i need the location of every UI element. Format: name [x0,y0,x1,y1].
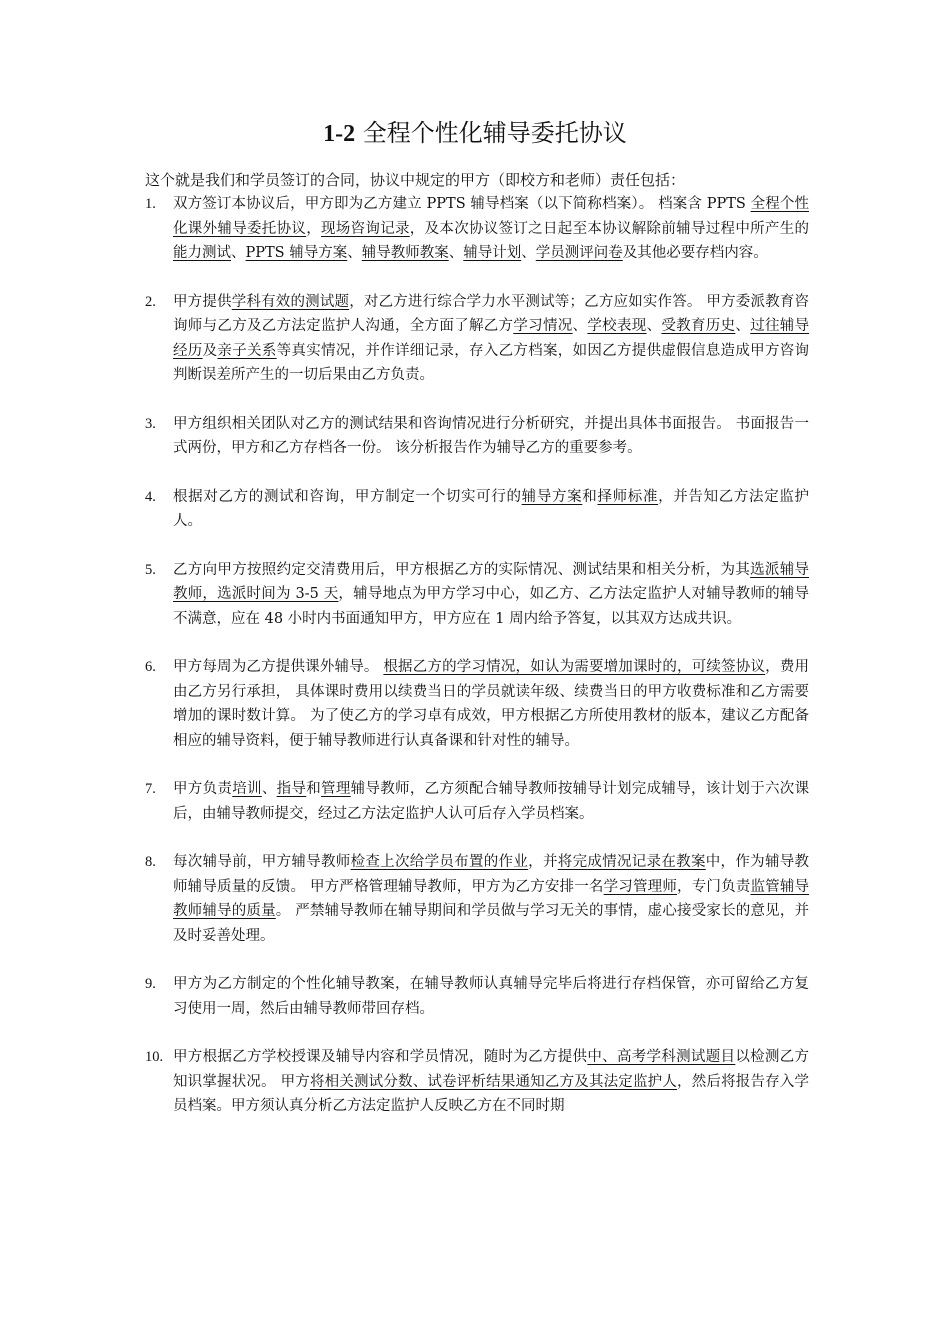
clause-text: 根据对乙方的测试和咨询，甲方制定一个切实可行的 [173,488,522,505]
clause-text: ，辅导地点为甲方学习中心，如乙方、乙方法定监护人对辅导教师的辅导不满意，应在 48 小时内书面通知甲方，甲方应在 1 周内给予答复，以其双方达成共识。 [173,586,809,627]
clause-item [145,558,809,632]
underlined-term: 全程个性化课外辅导委托协议 [173,196,810,237]
underlined-term: 监管辅导教师辅导的质量 [173,878,810,919]
underlined-term: 亲子关系 [217,342,277,359]
clause-text: 及其他必要存档内容。 [622,245,768,261]
clause-text: 甲方组织相关团队对乙方的测试结果和咨询情况进行分析研究，并提出具体书面报告。 书面报告一式两份，甲方和乙方存档各一份。 该分析报告作为辅导乙方的重要参考。 [173,415,809,456]
underlined-term: 检查上次给学员布置的作业 [350,854,529,870]
clause-text: 、 [347,245,362,261]
clause-text: 和 [582,488,598,505]
clause-number: 7. [145,781,156,797]
clause-text: ，费用由乙方另行承担， 具体课时费用以续费当日的学员就读年级、续费当日的甲方收费标准和乙方需要增加的课时数计算。 为了使乙方的学习卓有成效，甲方根据乙方所使用教材的版本，建议乙方配备相应的辅导资料，便于辅导教师进行认真备课和针对性的辅导。 [173,659,810,749]
underlined-term: 学校表现 [587,318,647,334]
clause-text: ，并 [528,854,558,870]
clause-text: ，及本次协议签订之日起至本协议解除前辅导过程中所产生的 [409,220,810,237]
clause-item [145,485,809,534]
clause-text: 、 [448,245,464,261]
clause-item [145,655,809,753]
underlined-term: 能力测试 [173,245,231,261]
clause-number: 2. [145,293,156,310]
clause-item [145,192,809,266]
underlined-term: 将完成情况记录在教案 [557,854,706,870]
clause-item [145,1045,809,1119]
clause-text: 每次辅导前，甲方辅导教师 [173,854,351,870]
underlined-term: 现场咨询记录 [321,220,410,237]
clause-text: 中，作为辅导教师辅导质量的反馈。 甲方严格管理辅导教师，甲方为乙方安排一名 [173,854,810,895]
underlined-term: 辅导方案 [521,488,583,505]
clause-text: 甲方提供 [173,293,232,310]
clause-item [145,290,809,388]
clause-text: 和 [306,781,322,797]
clause-item [145,972,809,1021]
clause-text: 、 [231,245,246,261]
underlined-term: 管理 [321,781,351,797]
clause-text: 、 [572,318,588,334]
clause-number: 3. [145,415,156,432]
clause-number: 9. [145,976,156,992]
clause-number: 5. [145,561,156,578]
clause-number: 1. [145,196,156,212]
underlined-term: 学习情况 [513,318,573,334]
clause-text: 及 [202,342,218,359]
underlined-term: 择师标准 [597,488,659,505]
clause-item [145,777,809,826]
clause-number: 6. [145,659,156,675]
clause-text: 、 [521,245,536,261]
clause-text: 、 [735,318,751,334]
clause-text: ，对乙方进行综合学力水平测试等；乙方应如实作答。 甲方委派教育咨询师与乙方及乙方法定监护人沟通，全方面了解乙方 [173,293,809,334]
underlined-term: 过往辅导经历 [173,318,810,359]
clause-text: 乙方向甲方按照约定交清费用后，甲方根据乙方的实际情况、测试结果和相关分析，为其 [173,561,751,578]
underlined-term: 学科有效的测试题 [231,293,350,310]
clause-text: ， [306,220,321,237]
clause-text: 。 严禁辅导教师在辅导期间和学员做与学习无关的事情，虚心接受家长的意见，并及时妥善处理。 [173,903,810,944]
clause-text: 甲方负责 [173,781,233,797]
clause-text: ，专门负责 [677,878,751,895]
intro-paragraph: 这个就是我们和学员签订的合同，协议中规定的甲方（即校方和老师）责任包括： [145,171,686,189]
underlined-term: 根据乙方的学习情况，如认为需要增加课时的，可续签协议 [383,659,766,675]
clause-number: 4. [145,488,156,505]
underlined-term: 将相关测试分数、试卷评析结果通知乙方及其法定监护人 [309,1073,678,1090]
clause-text: ，然后将报告存入学员档案。甲方须认真分析乙方法定监护人反映乙方在不同时期 [173,1073,810,1114]
clause-item [145,850,809,948]
title-number: 1-2 [323,121,356,147]
clause-text: 辅导教师，乙方须配合辅导教师按辅导计划完成辅导，该计划于六次课后，由辅导教师提交，经过乙方法定监护人认可后存入学员档案。 [173,781,810,822]
clause-list [145,192,809,1143]
clause-text: 甲方根据乙方学校授课及辅导内容和学员情况，随时为乙方提供 [173,1049,588,1065]
underlined-term: 学员测评问卷 [535,245,623,261]
underlined-term: PPTS 辅导方案 [245,245,348,261]
clause-text: 、 [646,318,662,334]
underlined-term: 选派辅导教师，选派时间为 3-5 天 [173,561,810,602]
document-title [0,116,950,151]
underlined-term: 培训 [232,781,262,797]
clause-text: 等真实情况，并作详细记录，存入乙方档案，如因乙方提供虚假信息造成甲方咨询判断误差所产生的一切后果由乙方负责。 [173,342,810,383]
underlined-term: 辅导教师教案 [361,245,449,261]
clause-text: 甲方为乙方制定的个性化辅导教案，在辅导教师认真辅导完毕后将进行存档保管，亦可留给乙方复习使用一周，然后由辅导教师带回存档。 [173,976,809,1017]
underlined-term: 受教育历史 [661,318,736,334]
underlined-term: 辅导计划 [463,245,522,261]
underlined-term: 学习管理师 [603,878,678,895]
clause-number: 8. [145,854,156,870]
clause-text: 双方签订本协议后，甲方即为乙方建立 PPTS 辅导档案（以下简称档案）。 档案含 PPTS [173,196,751,212]
underlined-term: 中、高考学科测试题目 [587,1049,736,1065]
clause-text: ，并告知乙方法定监护人。 [173,488,810,529]
clause-text: 以检测乙方知识掌握状况。 甲方 [173,1049,810,1090]
clause-item [145,412,809,461]
clause-text: 甲方每周为乙方提供课外辅导。 [173,659,384,675]
clause-text: 、 [261,781,277,797]
underlined-term: 指导 [276,781,307,797]
clause-number: 10. [145,1049,164,1065]
title-text: 全程个性化辅导委托协议 [355,119,627,147]
